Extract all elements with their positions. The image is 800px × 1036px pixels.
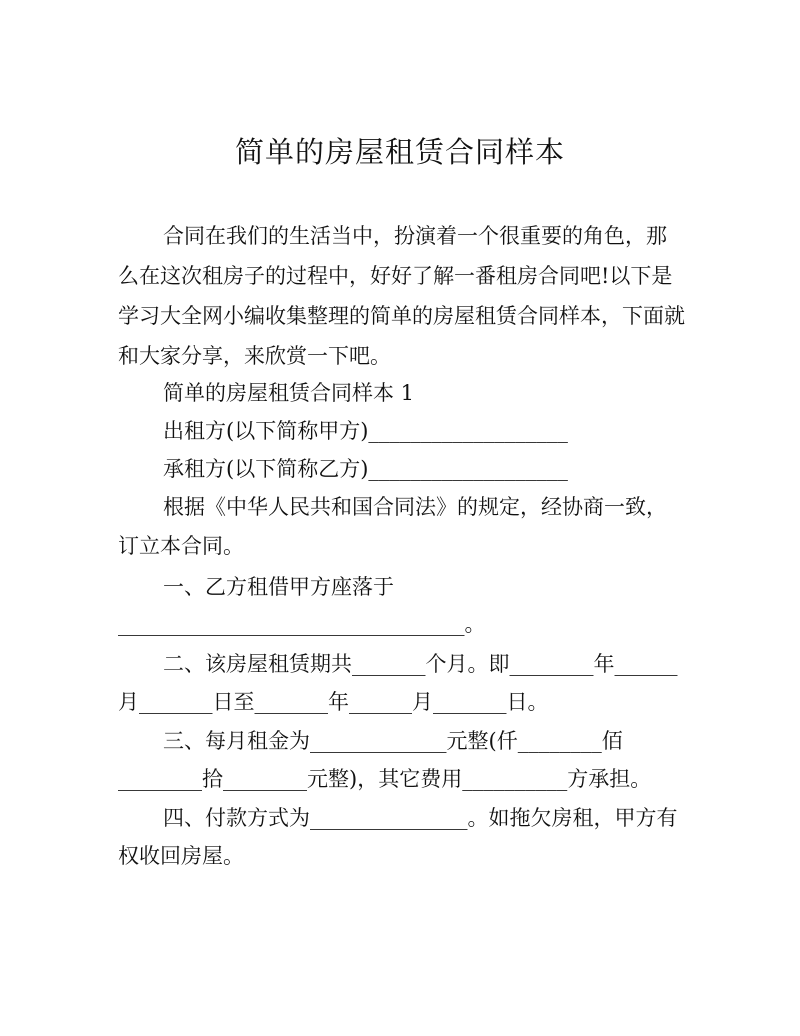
clause-3-line-1: 三、每月租金为_____________元整(仟________佰 <box>163 729 623 753</box>
clause-2-line-1: 二、该房屋租赁期共_______个月。即________年______ <box>163 652 678 676</box>
document-title: 简单的房屋租赁合同样本 <box>234 135 565 169</box>
intro-line-3: 学习大全网小编收集整理的简单的房屋租赁合同样本，下面就 <box>118 304 685 328</box>
clause-1-line-1: 一、乙方租借甲方座落于 <box>163 575 394 599</box>
lessor-line: 出租方(以下简称甲方)___________________ <box>163 419 568 443</box>
intro-line-4: 和大家分享，来欣赏一下吧。 <box>118 344 391 368</box>
intro-line-2: 么在这次租房子的过程中，好好了解一番租房合同吧!以下是 <box>118 264 673 288</box>
intro-line-1: 合同在我们的生活当中，扮演着一个很重要的角色，那 <box>163 224 667 248</box>
basis-line-2: 订立本合同。 <box>118 534 244 558</box>
clause-3-line-2: ________拾________元整)，其它费用__________方承担。 <box>118 767 652 791</box>
basis-line-1: 根据《中华人民共和国合同法》的规定，经协商一致， <box>163 495 667 519</box>
sample-heading: 简单的房屋租赁合同样本 1 <box>163 381 415 405</box>
lessee-line: 承租方(以下简称乙方)___________________ <box>163 457 568 481</box>
clause-1-line-2: _________________________________。 <box>118 612 486 636</box>
clause-2-line-2: 月_______日至_______年______月_______日。 <box>118 690 549 714</box>
clause-4-line-2: 权收回房屋。 <box>118 844 244 868</box>
clause-4-line-1: 四、付款方式为_______________。如拖欠房租，甲方有 <box>163 806 678 830</box>
